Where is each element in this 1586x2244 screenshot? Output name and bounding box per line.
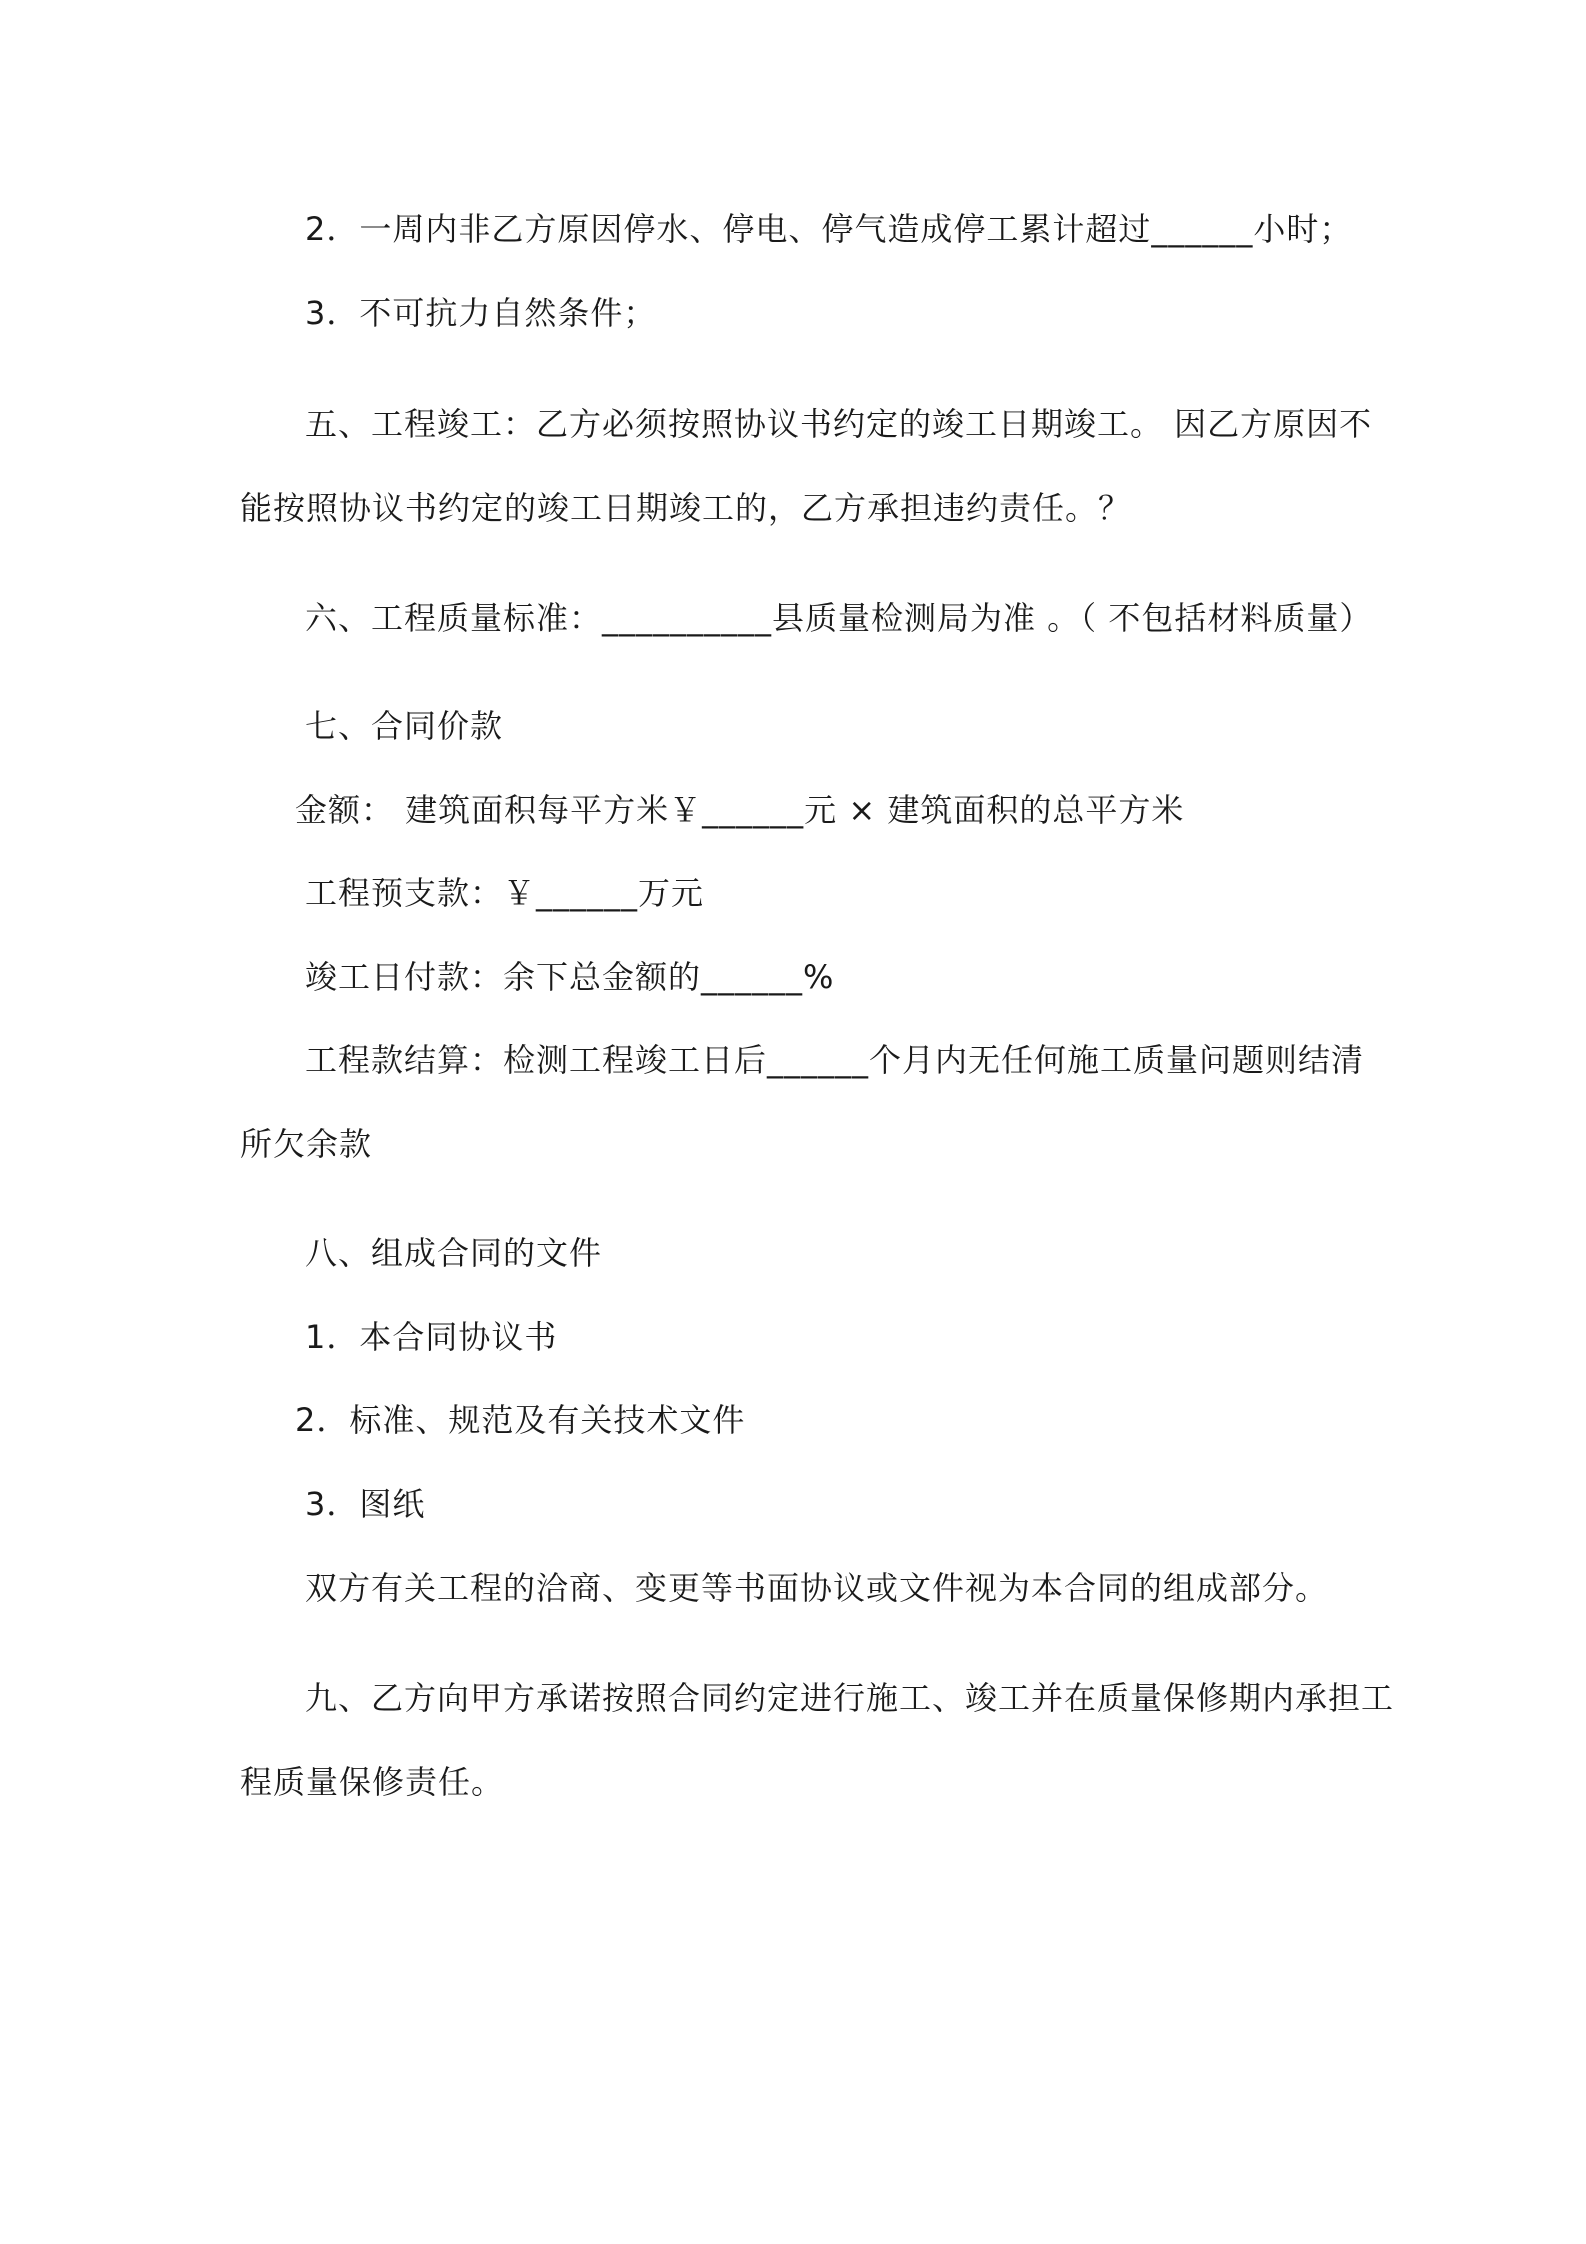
clause-4-item-3: 3．不可抗力自然条件；	[305, 294, 657, 332]
clause-5-line-1: 五、工程竣工：乙方必须按照协议书约定的竣工日期竣工。 因乙方原因不	[305, 405, 1373, 443]
clause-8-item-3: 3．图纸	[305, 1485, 426, 1523]
clause-7-advance-payment: 工程预支款：￥______万元	[305, 874, 705, 912]
clause-7-heading: 七、合同价款	[305, 707, 504, 745]
clause-4-item-2: 2．一周内非乙方原因停水、停电、停气造成停工累计超过______小时；	[305, 210, 1353, 248]
clause-9-line-1: 九、乙方向甲方承诺按照合同约定进行施工、竣工并在质量保修期内承担工	[305, 1679, 1395, 1717]
clause-7-settlement-line-2: 所欠余款	[240, 1125, 373, 1163]
clause-6: 六、工程质量标准：__________县质量检测局为准 。（ 不包括材料质量）	[305, 599, 1373, 637]
clause-5-line-2: 能按照协议书约定的竣工日期竣工的，乙方承担违约责任。？	[240, 489, 1132, 527]
clause-9-line-2: 程质量保修责任。	[240, 1763, 505, 1801]
clause-7-completion-payment: 竣工日付款：余下总金额的______%	[305, 958, 835, 996]
clause-8-item-1: 1．本合同协议书	[305, 1318, 558, 1356]
clause-8-heading: 八、组成合同的文件	[305, 1234, 603, 1272]
clause-8-note: 双方有关工程的洽商、变更等书面协议或文件视为本合同的组成部分。	[305, 1569, 1329, 1607]
clause-7-amount: 金额： 建筑面积每平方米￥______元 × 建筑面积的总平方米	[295, 791, 1185, 829]
clause-7-settlement-line-1: 工程款结算：检测工程竣工日后______个月内无任何施工质量问题则结清	[305, 1041, 1365, 1079]
clause-8-item-2: 2．标准、规范及有关技术文件	[295, 1401, 746, 1439]
